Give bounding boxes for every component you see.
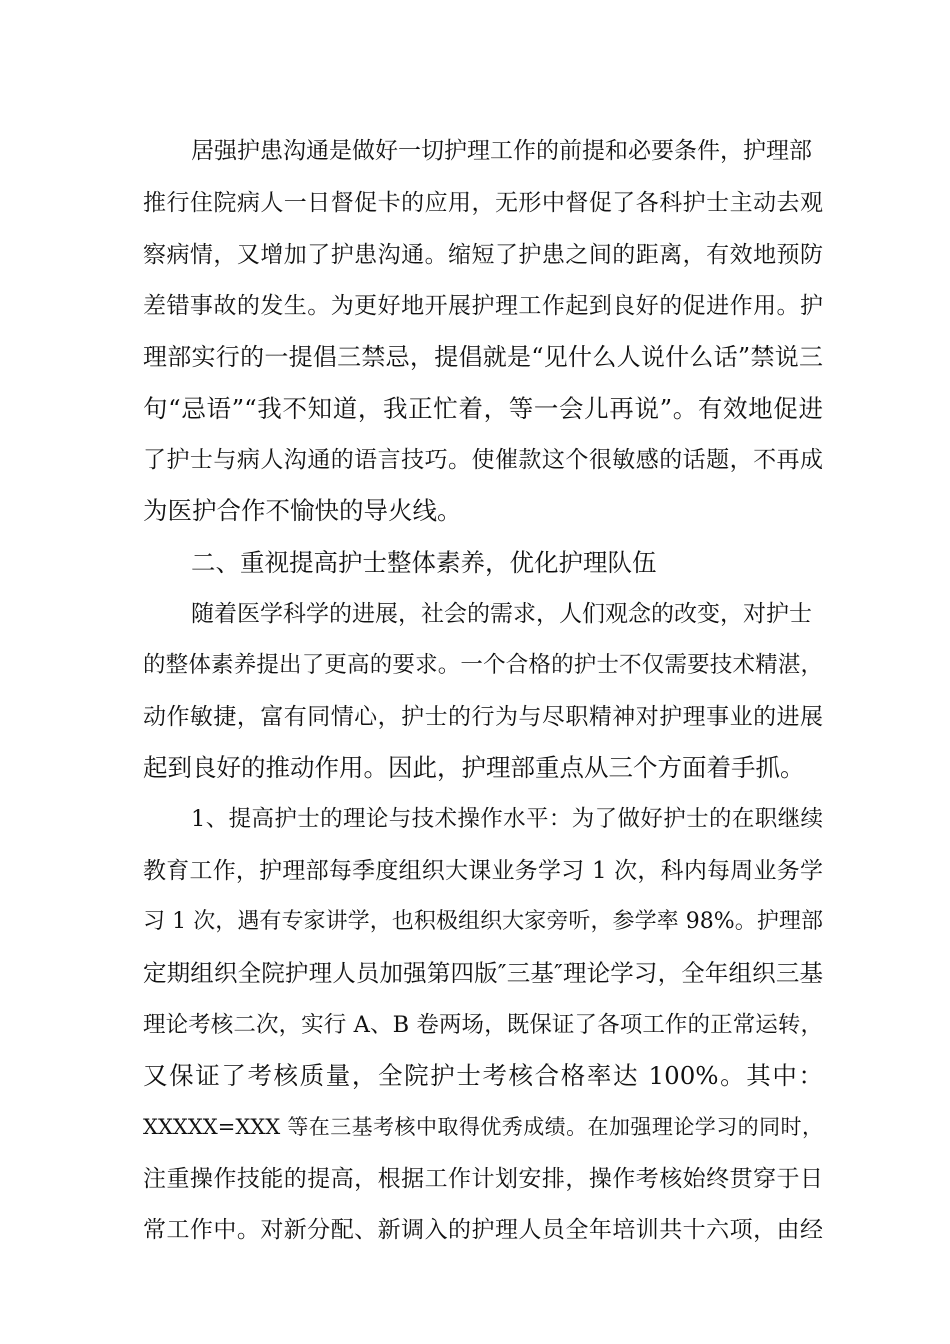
text-line-3: 察病情，又增加了护患沟通。缩短了护患之间的距离，有效地预防 — [143, 242, 823, 268]
text-line-11: 的整体素养提出了更高的要求。一个合格的护士不仅需要技术精湛， — [143, 652, 823, 678]
text-line-20: XXXXX=XXX 等在三基考核中取得优秀成绩。在加强理论学习的同时， — [143, 1115, 823, 1139]
text-line-4: 差错事故的发生。为更好地开展护理工作起到良好的促进作用。护 — [143, 293, 823, 319]
text-line-18: 理论考核二次，实行 A、B 卷两场，既保证了各项工作的正常运转， — [143, 1012, 823, 1038]
section-heading: 二、重视提高护士整体素养，优化护理队伍 — [191, 548, 657, 577]
text-line-21: 注重操作技能的提高，根据工作计划安排，操作考核始终贯穿于日 — [143, 1166, 823, 1192]
text-line-16: 习 1 次，遇有专家讲学，也积极组织大家旁听，参学率 98%。护理部 — [143, 909, 823, 934]
text-line-17: 定期组织全院护理人员加强第四版″三基″理论学习，全年组织三基 — [143, 959, 823, 987]
text-line-10: 随着医学科学的进展，社会的需求，人们观念的改变，对护士 — [191, 601, 812, 627]
text-line-8: 为医护合作不愉快的导火线。 — [143, 496, 462, 525]
text-line-6: 句“忌语”“我不知道，我正忙着，等一会儿再说”。有效地促进 — [143, 394, 823, 423]
text-line-5: 理部实行的一提倡三禁忌，提倡就是“见什么人说什么话”禁说三 — [143, 343, 823, 371]
text-line-7: 了护士与病人沟通的语言技巧。使催款这个很敏感的话题，不再成 — [143, 447, 823, 473]
text-line-12: 动作敏捷，富有同情心，护士的行为与尽职精神对护理事业的进展 — [143, 704, 823, 730]
text-line-15: 教育工作，护理部每季度组织大课业务学习 1 次，科内每周业务学 — [143, 858, 823, 884]
text-line-14: 1、提高护士的理论与技术操作水平：为了做好护士的在职继续 — [191, 806, 823, 832]
text-line-2: 推行住院病人一日督促卡的应用，无形中督促了各科护士主动去观 — [143, 190, 823, 216]
text-line-22: 常工作中。对新分配、新调入的护理人员全年培训共十六项，由经 — [143, 1217, 823, 1243]
text-line-13: 起到良好的推动作用。因此，护理部重点从三个方面着手抓。 — [143, 753, 805, 782]
text-line-1: 居强护患沟通是做好一切护理工作的前提和必要条件，护理部 — [191, 138, 812, 164]
text-line-19: 又保证了考核质量，全院护士考核合格率达 100%。其中： — [143, 1061, 823, 1090]
